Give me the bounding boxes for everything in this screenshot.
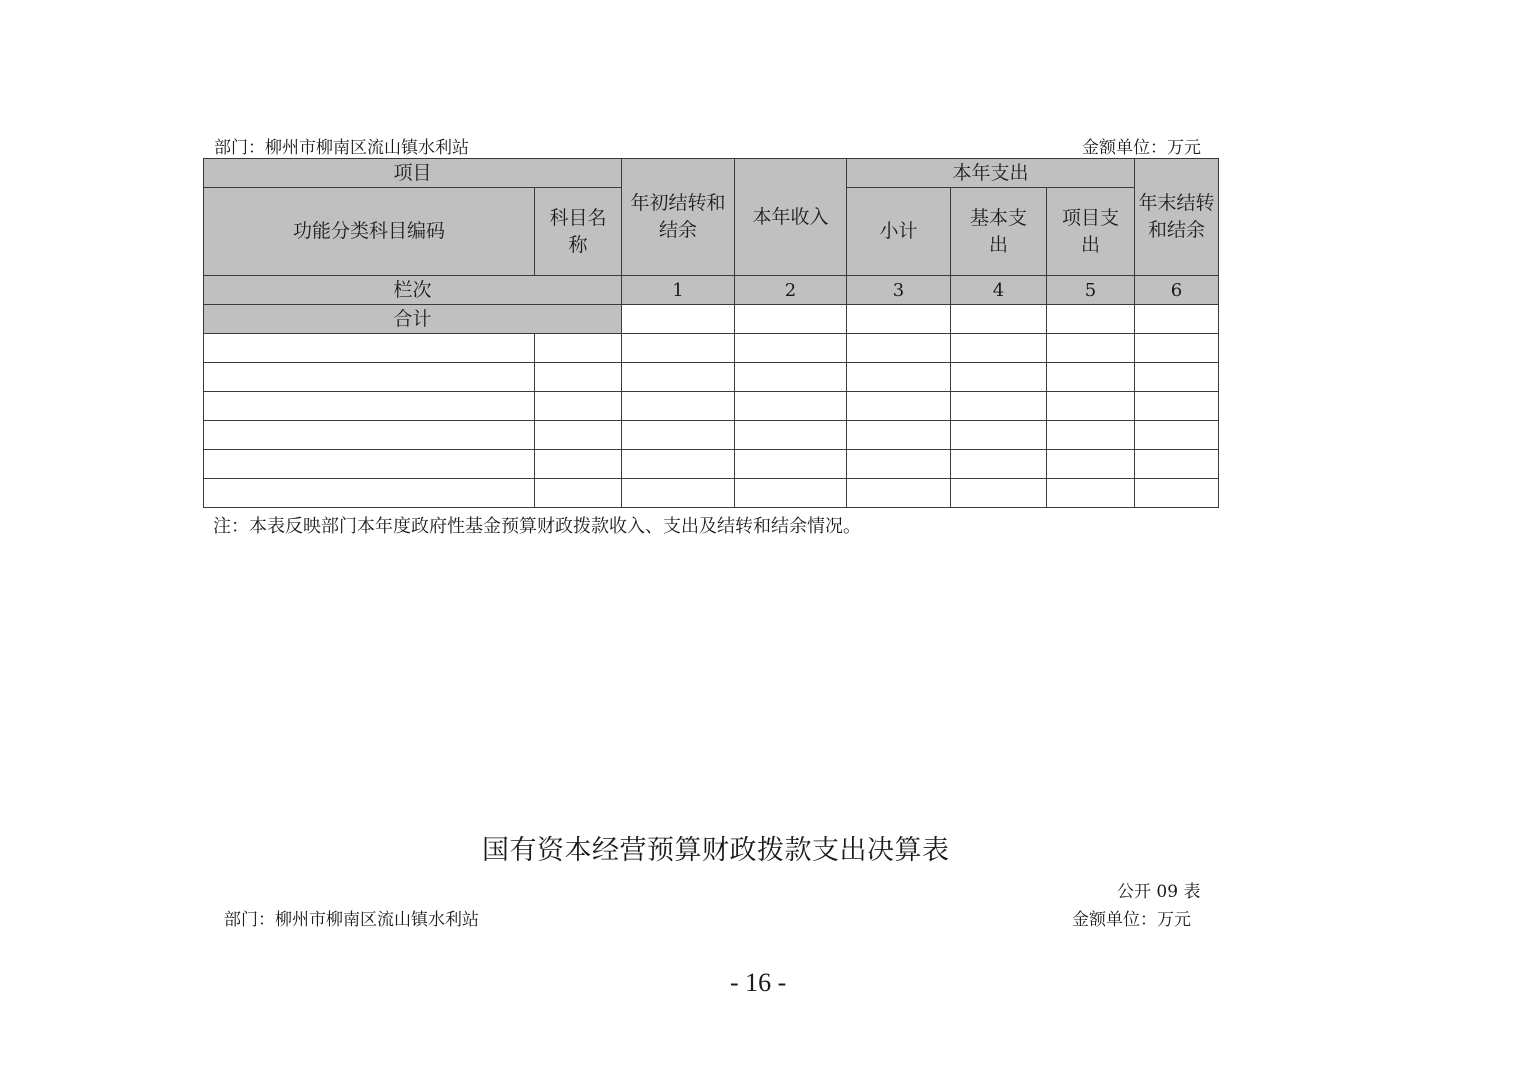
index-cell: 5 [1047,276,1135,305]
table-cell [951,392,1047,421]
total-cell [847,305,951,334]
total-cell [622,305,735,334]
table-cell [735,392,847,421]
table-cell [951,479,1047,508]
amount-unit-label: 金额单位：万元 [1082,138,1201,158]
table-cell [1135,392,1219,421]
table-cell [1047,392,1135,421]
table-row [204,334,1219,363]
table-cell [847,450,951,479]
header-project-expense: 项目支出 [1047,188,1135,276]
table-cell [1135,450,1219,479]
table-row [204,363,1219,392]
header-basic-expense: 基本支出 [951,188,1047,276]
index-cell: 2 [735,276,847,305]
table-cell [204,479,535,508]
header-expense-group: 本年支出 [847,159,1135,188]
header-end-balance: 年末结转和结余 [1135,159,1219,276]
table-cell [951,421,1047,450]
table-cell [204,334,535,363]
index-cell: 1 [622,276,735,305]
table-cell [847,363,951,392]
next-table-title: 国有资本经营预算财政拨款支出决算表 [482,835,950,866]
header-function-code: 功能分类科目编码 [204,188,535,276]
table-cell [204,392,535,421]
table-cell [622,450,735,479]
table-cell [204,363,535,392]
table-cell [535,334,622,363]
table-cell [735,450,847,479]
header-current-income: 本年收入 [735,159,847,276]
table-cell [1047,334,1135,363]
header-subject-name: 科目名称 [535,188,622,276]
table-cell [735,421,847,450]
next-amount-unit-label: 金额单位：万元 [1072,910,1191,930]
header-row-1 [204,159,1219,188]
table-cell [951,450,1047,479]
total-cell [735,305,847,334]
table-cell [622,334,735,363]
department-label: 部门：柳州市柳南区流山镇水利站 [214,138,469,158]
table-cell [1047,363,1135,392]
table-row [204,392,1219,421]
table-cell [951,334,1047,363]
total-cell [1135,305,1219,334]
index-cell: 3 [847,276,951,305]
table-cell [1135,334,1219,363]
table-cell [622,363,735,392]
table-row [204,479,1219,508]
table-cell [535,363,622,392]
total-label: 合计 [204,305,622,334]
table-cell [535,479,622,508]
table-cell [1135,479,1219,508]
table-cell [622,421,735,450]
table-cell [622,392,735,421]
header-subtotal: 小计 [847,188,951,276]
table-cell [622,479,735,508]
table-note: 注：本表反映部门本年度政府性基金预算财政拨款收入、支出及结转和结余情况。 [213,516,861,537]
table-cell [735,363,847,392]
index-cell: 6 [1135,276,1219,305]
index-cell: 4 [951,276,1047,305]
table-cell [204,450,535,479]
table-cell [1135,421,1219,450]
table-cell [1047,450,1135,479]
total-cell [951,305,1047,334]
header-begin-balance: 年初结转和结余 [622,159,735,276]
table-cell [847,421,951,450]
table-row [204,421,1219,450]
total-cell [1047,305,1135,334]
table-cell [1047,421,1135,450]
table-cell [535,450,622,479]
page-number: - 16 - [730,968,787,997]
table-cell [735,334,847,363]
table-cell [535,421,622,450]
index-label: 栏次 [204,276,622,305]
table-cell [847,479,951,508]
table-cell [847,334,951,363]
next-department-label: 部门：柳州市柳南区流山镇水利站 [224,910,479,930]
table-cell [735,479,847,508]
table-cell [204,421,535,450]
header-project-group: 项目 [204,159,622,188]
table-cell [1135,363,1219,392]
total-row [204,305,1219,334]
table-cell [951,363,1047,392]
table-cell [847,392,951,421]
form-code-label: 公开 09 表 [1117,882,1201,902]
table-cell [1047,479,1135,508]
index-row [204,276,1219,305]
table-row [204,450,1219,479]
table-cell [535,392,622,421]
government-fund-budget-table [203,158,1219,508]
